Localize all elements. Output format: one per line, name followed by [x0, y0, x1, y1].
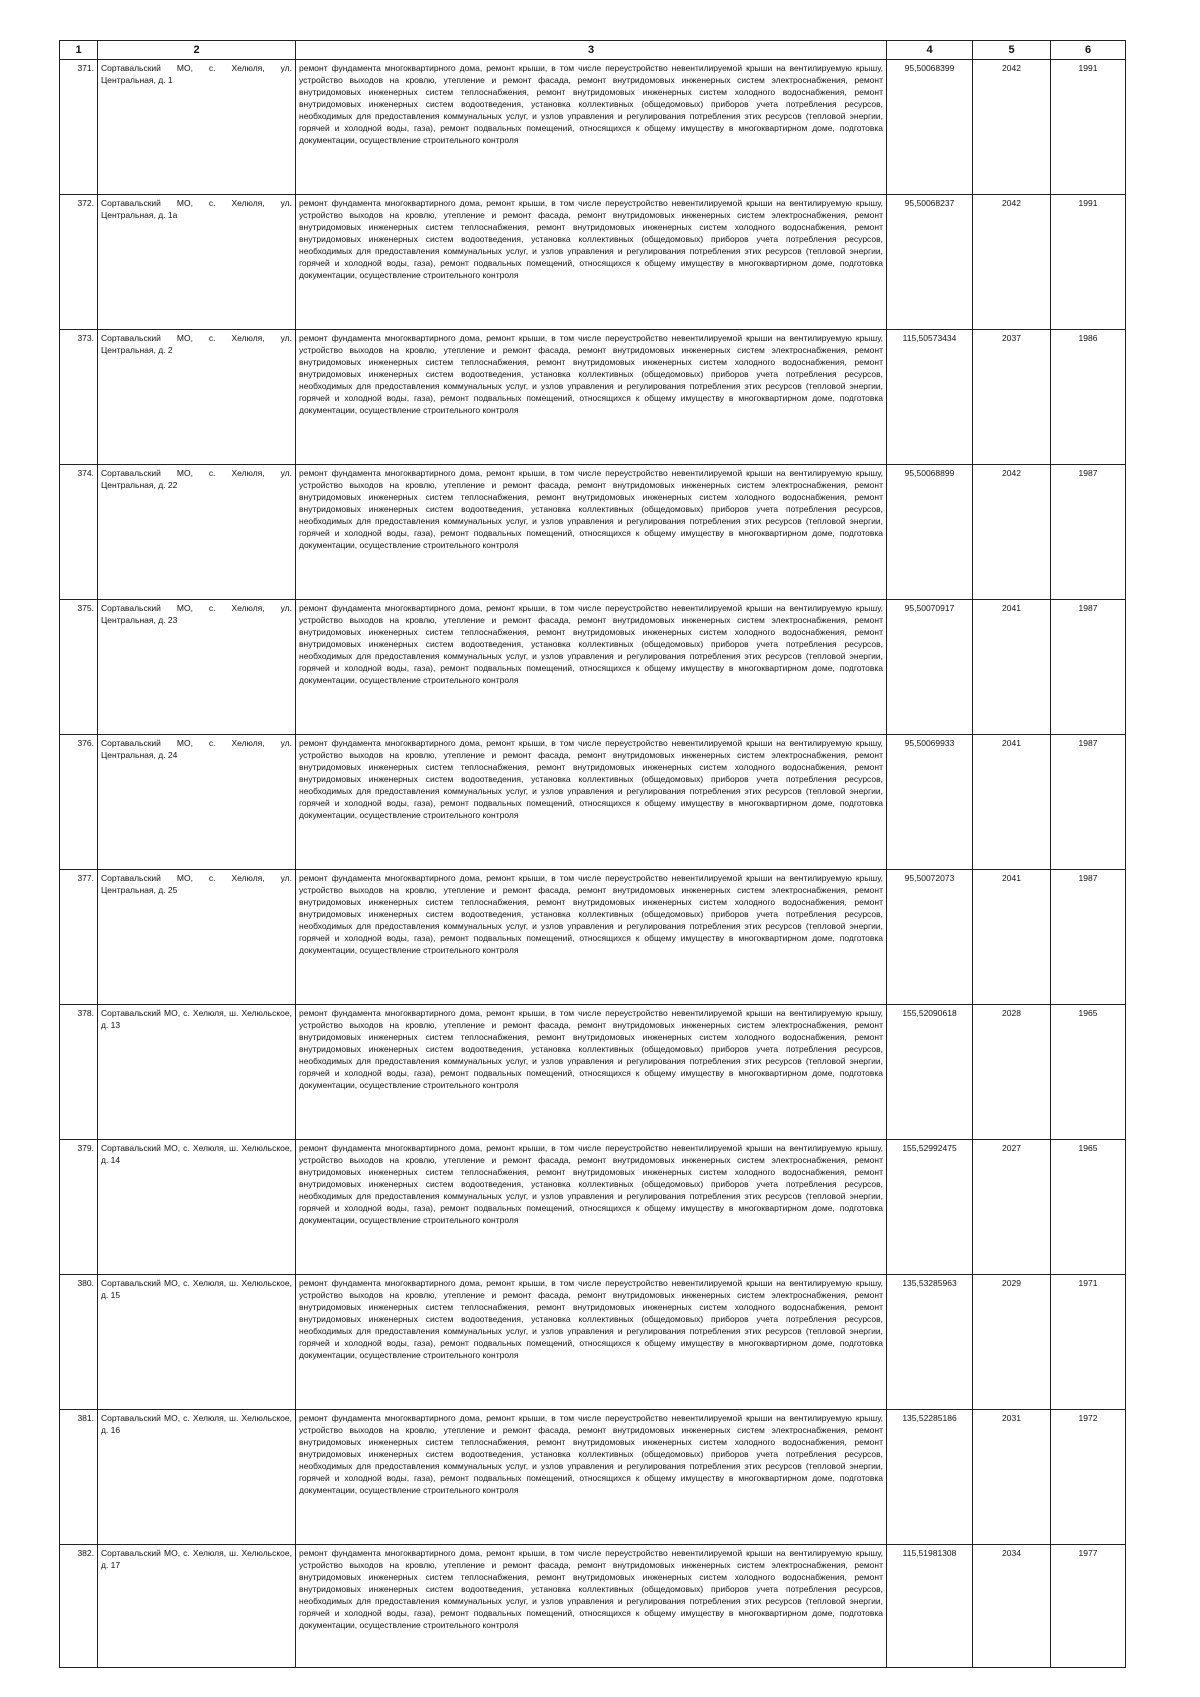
table-row	[60, 1545, 1126, 1668]
address-cell: Сортавальский МО, с. Хелюля, ул. Центральная, д. 2	[98, 330, 296, 465]
address-cell: Сортавальский МО, с. Хелюля, ш. Хелюльское, д. 15	[98, 1275, 296, 1410]
build-year-cell: 1965	[1051, 1140, 1126, 1275]
works-description-cell: ремонт фундамента многоквартирного дома, ремонт крыши, в том числе переустройство невентилируемой крыши на вентилируемую крышу, устройство выходов на кровлю, утепление и ремонт фасада, ремонт внутридомовых инженерных систем электроснабжения, ремонт внутридомовых инженерных систем теплоснабжения, ремонт внутридомовых инженерных систем холодного водоснабжения, ремонт внутридомовых инженерных систем водоотведения, установка коллективных (общедомовых) приборов учета потребления ресурсов, необходимых для предоставления коммунальных услуг, и узлов управления и регулирования потребления этих ресурсов (тепловой энергии, горячей и холодной воды, газа), ремонт подвальных помещений, относящихся к общему имуществу в многоквартирном доме, подготовка документации, осуществление строительного контроля	[296, 870, 887, 1005]
planned-year-cell: 2042	[973, 195, 1051, 330]
works-description-cell: ремонт фундамента многоквартирного дома, ремонт крыши, в том числе переустройство невентилируемой крыши на вентилируемую крышу, устройство выходов на кровлю, утепление и ремонт фасада, ремонт внутридомовых инженерных систем электроснабжения, ремонт внутридомовых инженерных систем теплоснабжения, ремонт внутридомовых инженерных систем холодного водоснабжения, ремонт внутридомовых инженерных систем водоотведения, установка коллективных (общедомовых) приборов учета потребления ресурсов, необходимых для предоставления коммунальных услуг, и узлов управления и регулирования потребления этих ресурсов (тепловой энергии, горячей и холодной воды, газа), ремонт подвальных помещений, относящихся к общему имуществу в многоквартирном доме, подготовка документации, осуществление строительного контроля	[296, 465, 887, 600]
table-row	[60, 195, 1126, 330]
build-year-cell: 1972	[1051, 1410, 1126, 1545]
planned-year-cell: 2034	[973, 1545, 1051, 1668]
value-cell: 95,50070917	[887, 600, 973, 735]
planned-year-cell: 2027	[973, 1140, 1051, 1275]
works-description-cell: ремонт фундамента многоквартирного дома, ремонт крыши, в том числе переустройство невентилируемой крыши на вентилируемую крышу, устройство выходов на кровлю, утепление и ремонт фасада, ремонт внутридомовых инженерных систем электроснабжения, ремонт внутридомовых инженерных систем теплоснабжения, ремонт внутридомовых инженерных систем холодного водоснабжения, ремонт внутридомовых инженерных систем водоотведения, установка коллективных (общедомовых) приборов учета потребления ресурсов, необходимых для предоставления коммунальных услуг, и узлов управления и регулирования потребления этих ресурсов (тепловой энергии, горячей и холодной воды, газа), ремонт подвальных помещений, относящихся к общему имуществу в многоквартирном доме, подготовка документации, осуществление строительного контроля	[296, 1275, 887, 1410]
works-description-cell: ремонт фундамента многоквартирного дома, ремонт крыши, в том числе переустройство невентилируемой крыши на вентилируемую крышу, устройство выходов на кровлю, утепление и ремонт фасада, ремонт внутридомовых инженерных систем электроснабжения, ремонт внутридомовых инженерных систем теплоснабжения, ремонт внутридомовых инженерных систем холодного водоснабжения, ремонт внутридомовых инженерных систем водоотведения, установка коллективных (общедомовых) приборов учета потребления ресурсов, необходимых для предоставления коммунальных услуг, и узлов управления и регулирования потребления этих ресурсов (тепловой энергии, горячей и холодной воды, газа), ремонт подвальных помещений, относящихся к общему имуществу в многоквартирном доме, подготовка документации, осуществление строительного контроля	[296, 1545, 887, 1668]
value-cell: 95,50072073	[887, 870, 973, 1005]
planned-year-cell: 2041	[973, 600, 1051, 735]
table-row	[60, 1005, 1126, 1140]
works-description-cell: ремонт фундамента многоквартирного дома, ремонт крыши, в том числе переустройство невентилируемой крыши на вентилируемую крышу, устройство выходов на кровлю, утепление и ремонт фасада, ремонт внутридомовых инженерных систем электроснабжения, ремонт внутридомовых инженерных систем теплоснабжения, ремонт внутридомовых инженерных систем холодного водоснабжения, ремонт внутридомовых инженерных систем водоотведения, установка коллективных (общедомовых) приборов учета потребления ресурсов, необходимых для предоставления коммунальных услуг, и узлов управления и регулирования потребления этих ресурсов (тепловой энергии, горячей и холодной воды, газа), ремонт подвальных помещений, относящихся к общему имуществу в многоквартирном доме, подготовка документации, осуществление строительного контроля	[296, 60, 887, 195]
address-cell: Сортавальский МО, с. Хелюля, ул. Центральная, д. 22	[98, 465, 296, 600]
build-year-cell: 1991	[1051, 195, 1126, 330]
value-cell: 95,50068237	[887, 195, 973, 330]
planned-year-cell: 2031	[973, 1410, 1051, 1545]
table-row	[60, 600, 1126, 735]
build-year-cell: 1971	[1051, 1275, 1126, 1410]
row-number: 374.	[60, 465, 98, 600]
planned-year-cell: 2042	[973, 465, 1051, 600]
table-row	[60, 870, 1126, 1005]
planned-year-cell: 2028	[973, 1005, 1051, 1140]
table-row	[60, 330, 1126, 465]
build-year-cell: 1987	[1051, 465, 1126, 600]
table-row	[60, 60, 1126, 195]
value-cell: 155,52992475	[887, 1140, 973, 1275]
value-cell: 95,50069933	[887, 735, 973, 870]
build-year-cell: 1987	[1051, 735, 1126, 870]
row-number: 375.	[60, 600, 98, 735]
address-cell: Сортавальский МО, с. Хелюля, ул. Центральная, д. 1	[98, 60, 296, 195]
planned-year-cell: 2041	[973, 870, 1051, 1005]
works-table	[59, 40, 1126, 1668]
works-description-cell: ремонт фундамента многоквартирного дома, ремонт крыши, в том числе переустройство невентилируемой крыши на вентилируемую крышу, устройство выходов на кровлю, утепление и ремонт фасада, ремонт внутридомовых инженерных систем электроснабжения, ремонт внутридомовых инженерных систем теплоснабжения, ремонт внутридомовых инженерных систем холодного водоснабжения, ремонт внутридомовых инженерных систем водоотведения, установка коллективных (общедомовых) приборов учета потребления ресурсов, необходимых для предоставления коммунальных услуг, и узлов управления и регулирования потребления этих ресурсов (тепловой энергии, горячей и холодной воды, газа), ремонт подвальных помещений, относящихся к общему имуществу в многоквартирном доме, подготовка документации, осуществление строительного контроля	[296, 735, 887, 870]
header-row	[60, 41, 1126, 60]
table-body	[60, 60, 1126, 1668]
column-header-6: 6	[1051, 41, 1126, 60]
build-year-cell: 1965	[1051, 1005, 1126, 1140]
row-number: 373.	[60, 330, 98, 465]
works-description-cell: ремонт фундамента многоквартирного дома, ремонт крыши, в том числе переустройство невентилируемой крыши на вентилируемую крышу, устройство выходов на кровлю, утепление и ремонт фасада, ремонт внутридомовых инженерных систем электроснабжения, ремонт внутридомовых инженерных систем теплоснабжения, ремонт внутридомовых инженерных систем холодного водоснабжения, ремонт внутридомовых инженерных систем водоотведения, установка коллективных (общедомовых) приборов учета потребления ресурсов, необходимых для предоставления коммунальных услуг, и узлов управления и регулирования потребления этих ресурсов (тепловой энергии, горячей и холодной воды, газа), ремонт подвальных помещений, относящихся к общему имуществу в многоквартирном доме, подготовка документации, осуществление строительного контроля	[296, 1410, 887, 1545]
column-header-3: 3	[296, 41, 887, 60]
planned-year-cell: 2042	[973, 60, 1051, 195]
works-description-cell: ремонт фундамента многоквартирного дома, ремонт крыши, в том числе переустройство невентилируемой крыши на вентилируемую крышу, устройство выходов на кровлю, утепление и ремонт фасада, ремонт внутридомовых инженерных систем электроснабжения, ремонт внутридомовых инженерных систем теплоснабжения, ремонт внутридомовых инженерных систем холодного водоснабжения, ремонт внутридомовых инженерных систем водоотведения, установка коллективных (общедомовых) приборов учета потребления ресурсов, необходимых для предоставления коммунальных услуг, и узлов управления и регулирования потребления этих ресурсов (тепловой энергии, горячей и холодной воды, газа), ремонт подвальных помещений, относящихся к общему имуществу в многоквартирном доме, подготовка документации, осуществление строительного контроля	[296, 1005, 887, 1140]
value-cell: 95,50068399	[887, 60, 973, 195]
planned-year-cell: 2041	[973, 735, 1051, 870]
address-cell: Сортавальский МО, с. Хелюля, ш. Хелюльское, д. 13	[98, 1005, 296, 1140]
value-cell: 155,52090618	[887, 1005, 973, 1140]
address-cell: Сортавальский МО, с. Хелюля, ш. Хелюльское, д. 17	[98, 1545, 296, 1668]
address-cell: Сортавальский МО, с. Хелюля, ул. Центральная, д. 1а	[98, 195, 296, 330]
value-cell: 115,50573434	[887, 330, 973, 465]
table-row	[60, 735, 1126, 870]
build-year-cell: 1987	[1051, 870, 1126, 1005]
column-header-2: 2	[98, 41, 296, 60]
row-number: 377.	[60, 870, 98, 1005]
column-header-4: 4	[887, 41, 973, 60]
address-cell: Сортавальский МО, с. Хелюля, ул. Центральная, д. 23	[98, 600, 296, 735]
value-cell: 115,51981308	[887, 1545, 973, 1668]
row-number: 382.	[60, 1545, 98, 1668]
planned-year-cell: 2037	[973, 330, 1051, 465]
table-row	[60, 465, 1126, 600]
row-number: 380.	[60, 1275, 98, 1410]
row-number: 379.	[60, 1140, 98, 1275]
row-number: 372.	[60, 195, 98, 330]
table-row	[60, 1410, 1126, 1545]
table-row	[60, 1275, 1126, 1410]
column-header-1: 1	[60, 41, 98, 60]
address-cell: Сортавальский МО, с. Хелюля, ш. Хелюльское, д. 16	[98, 1410, 296, 1545]
address-cell: Сортавальский МО, с. Хелюля, ул. Центральная, д. 25	[98, 870, 296, 1005]
build-year-cell: 1986	[1051, 330, 1126, 465]
address-cell: Сортавальский МО, с. Хелюля, ул. Центральная, д. 24	[98, 735, 296, 870]
works-description-cell: ремонт фундамента многоквартирного дома, ремонт крыши, в том числе переустройство невентилируемой крыши на вентилируемую крышу, устройство выходов на кровлю, утепление и ремонт фасада, ремонт внутридомовых инженерных систем электроснабжения, ремонт внутридомовых инженерных систем теплоснабжения, ремонт внутридомовых инженерных систем холодного водоснабжения, ремонт внутридомовых инженерных систем водоотведения, установка коллективных (общедомовых) приборов учета потребления ресурсов, необходимых для предоставления коммунальных услуг, и узлов управления и регулирования потребления этих ресурсов (тепловой энергии, горячей и холодной воды, газа), ремонт подвальных помещений, относящихся к общему имуществу в многоквартирном доме, подготовка документации, осуществление строительного контроля	[296, 600, 887, 735]
row-number: 381.	[60, 1410, 98, 1545]
build-year-cell: 1991	[1051, 60, 1126, 195]
works-description-cell: ремонт фундамента многоквартирного дома, ремонт крыши, в том числе переустройство невентилируемой крыши на вентилируемую крышу, устройство выходов на кровлю, утепление и ремонт фасада, ремонт внутридомовых инженерных систем электроснабжения, ремонт внутридомовых инженерных систем теплоснабжения, ремонт внутридомовых инженерных систем холодного водоснабжения, ремонт внутридомовых инженерных систем водоотведения, установка коллективных (общедомовых) приборов учета потребления ресурсов, необходимых для предоставления коммунальных услуг, и узлов управления и регулирования потребления этих ресурсов (тепловой энергии, горячей и холодной воды, газа), ремонт подвальных помещений, относящихся к общему имуществу в многоквартирном доме, подготовка документации, осуществление строительного контроля	[296, 330, 887, 465]
row-number: 376.	[60, 735, 98, 870]
row-number: 378.	[60, 1005, 98, 1140]
table-row	[60, 1140, 1126, 1275]
planned-year-cell: 2029	[973, 1275, 1051, 1410]
build-year-cell: 1987	[1051, 600, 1126, 735]
works-description-cell: ремонт фундамента многоквартирного дома, ремонт крыши, в том числе переустройство невентилируемой крыши на вентилируемую крышу, устройство выходов на кровлю, утепление и ремонт фасада, ремонт внутридомовых инженерных систем электроснабжения, ремонт внутридомовых инженерных систем теплоснабжения, ремонт внутридомовых инженерных систем холодного водоснабжения, ремонт внутридомовых инженерных систем водоотведения, установка коллективных (общедомовых) приборов учета потребления ресурсов, необходимых для предоставления коммунальных услуг, и узлов управления и регулирования потребления этих ресурсов (тепловой энергии, горячей и холодной воды, газа), ремонт подвальных помещений, относящихся к общему имуществу в многоквартирном доме, подготовка документации, осуществление строительного контроля	[296, 1140, 887, 1275]
column-header-5: 5	[973, 41, 1051, 60]
value-cell: 135,52285186	[887, 1410, 973, 1545]
works-description-cell: ремонт фундамента многоквартирного дома, ремонт крыши, в том числе переустройство невентилируемой крыши на вентилируемую крышу, устройство выходов на кровлю, утепление и ремонт фасада, ремонт внутридомовых инженерных систем электроснабжения, ремонт внутридомовых инженерных систем теплоснабжения, ремонт внутридомовых инженерных систем холодного водоснабжения, ремонт внутридомовых инженерных систем водоотведения, установка коллективных (общедомовых) приборов учета потребления ресурсов, необходимых для предоставления коммунальных услуг, и узлов управления и регулирования потребления этих ресурсов (тепловой энергии, горячей и холодной воды, газа), ремонт подвальных помещений, относящихся к общему имуществу в многоквартирном доме, подготовка документации, осуществление строительного контроля	[296, 195, 887, 330]
address-cell: Сортавальский МО, с. Хелюля, ш. Хелюльское, д. 14	[98, 1140, 296, 1275]
value-cell: 135,53285963	[887, 1275, 973, 1410]
row-number: 371.	[60, 60, 98, 195]
value-cell: 95,50068899	[887, 465, 973, 600]
document-sheet	[59, 40, 1125, 1668]
build-year-cell: 1977	[1051, 1545, 1126, 1668]
